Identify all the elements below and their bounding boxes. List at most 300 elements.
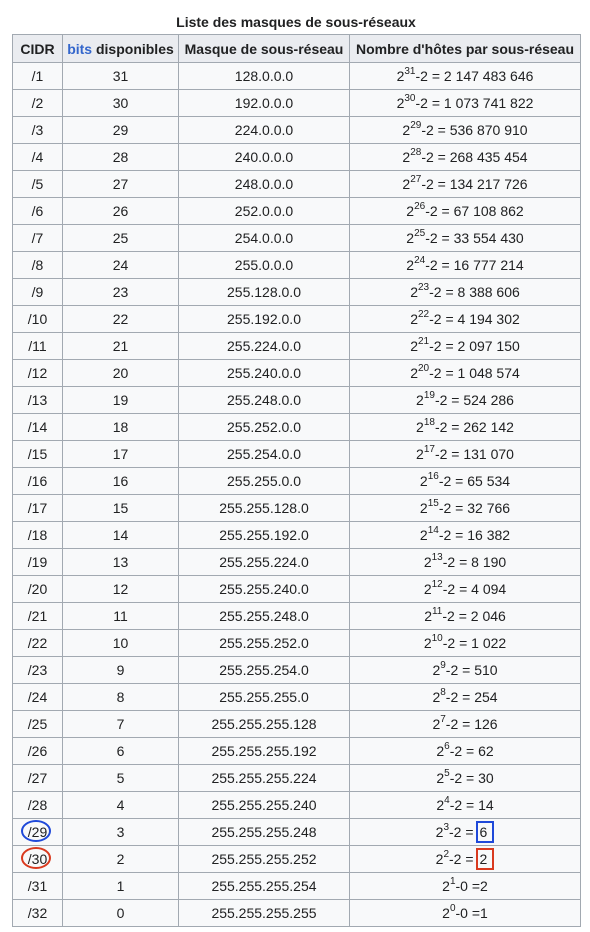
hosts-base: 2 [416, 392, 424, 408]
mask-cell: 255.240.0.0 [179, 360, 350, 387]
subnet-mask-table [12, 34, 581, 927]
hosts-cell [350, 657, 581, 684]
hosts-exponent: 2 [443, 849, 450, 861]
hosts-base: 2 [416, 446, 424, 462]
cidr-cell [13, 873, 63, 900]
bits-cell: 24 [63, 252, 179, 279]
cidr-value: /3 [31, 122, 44, 138]
hosts-base: 2 [423, 554, 432, 570]
cidr-cell [13, 630, 63, 657]
hosts-cell [350, 252, 581, 279]
mask-cell: 128.0.0.0 [179, 63, 350, 90]
mask-cell: 252.0.0.0 [179, 198, 350, 225]
table-row [13, 711, 581, 738]
hosts-formula: -2 = 1 073 741 822 [415, 95, 534, 111]
hosts-exponent: 1 [449, 876, 456, 888]
hosts-cell [350, 144, 581, 171]
hosts-base: 2 [436, 743, 445, 759]
hosts-exponent: 20 [417, 363, 430, 375]
table-row [13, 198, 581, 225]
hosts-formula: -2 = 131 070 [434, 446, 514, 462]
cidr-value: /5 [31, 176, 44, 192]
hosts-base: 2 [402, 122, 411, 138]
cidr-cell [13, 495, 63, 522]
bits-cell: 12 [63, 576, 179, 603]
bits-cell: 6 [63, 738, 179, 765]
table-row [13, 684, 581, 711]
cidr-cell [13, 657, 63, 684]
mask-cell: 255.255.255.252 [179, 846, 350, 873]
table-row [13, 90, 581, 117]
hosts-exponent: 31 [404, 66, 416, 78]
cidr-cell [13, 252, 63, 279]
hosts-exponent: 19 [423, 390, 435, 402]
mask-cell: 255.252.0.0 [179, 414, 350, 441]
header-bits [63, 35, 179, 63]
table-row [13, 414, 581, 441]
hosts-cell [350, 792, 581, 819]
hosts-exponent: 28 [410, 147, 422, 159]
hosts-exponent: 4 [444, 795, 450, 807]
hosts-base: 2 [432, 689, 441, 705]
hosts-cell [350, 684, 581, 711]
hosts-base: 2 [396, 68, 405, 84]
bits-cell: 25 [63, 225, 179, 252]
mask-cell: 255.255.128.0 [179, 495, 350, 522]
hosts-formula: -0 =2 [455, 878, 488, 894]
hosts-cell [350, 873, 581, 900]
cidr-cell [13, 225, 63, 252]
table-row [13, 657, 581, 684]
bits-cell: 23 [63, 279, 179, 306]
hosts-base: 2 [432, 716, 441, 732]
hosts-base: 2 [432, 662, 441, 678]
cidr-cell [13, 63, 63, 90]
hosts-cell [350, 279, 581, 306]
cidr-value: /15 [27, 446, 48, 462]
blue-circle-annotation [21, 820, 51, 842]
table-row [13, 63, 581, 90]
hosts-cell [350, 846, 581, 873]
mask-cell: 255.128.0.0 [179, 279, 350, 306]
cidr-cell [13, 576, 63, 603]
mask-cell: 255.255.254.0 [179, 657, 350, 684]
hosts-base: 2 [402, 176, 411, 192]
hosts-cell [350, 225, 581, 252]
bits-cell: 29 [63, 117, 179, 144]
hosts-cell [350, 441, 581, 468]
cidr-cell [13, 549, 63, 576]
header-row [13, 35, 581, 63]
bits-cell: 26 [63, 198, 179, 225]
cidr-cell [13, 117, 63, 144]
bits-cell: 9 [63, 657, 179, 684]
cidr-cell [13, 387, 63, 414]
mask-cell: 255.255.224.0 [179, 549, 350, 576]
hosts-base: 2 [435, 824, 444, 840]
cidr-value: /16 [27, 473, 48, 489]
hosts-formula: -2 = 65 534 [438, 473, 511, 489]
bits-cell: 11 [63, 603, 179, 630]
hosts-exponent: 26 [414, 201, 426, 213]
cidr-cell [13, 90, 63, 117]
mask-cell: 254.0.0.0 [179, 225, 350, 252]
hosts-exponent: 14 [427, 525, 439, 537]
hosts-base: 2 [424, 608, 432, 624]
hosts-formula: -2 = 126 [445, 716, 498, 732]
bits-cell: 8 [63, 684, 179, 711]
mask-cell: 248.0.0.0 [179, 171, 350, 198]
hosts-base: 2 [402, 149, 411, 165]
cidr-value: /28 [27, 797, 48, 813]
red-circle-annotation [21, 847, 51, 869]
mask-cell: 255.255.252.0 [179, 630, 350, 657]
table-caption: Liste des masques de sous-réseaux [176, 14, 416, 30]
cidr-value: /31 [27, 878, 48, 894]
hosts-exponent: 6 [444, 741, 450, 753]
cidr-cell [13, 198, 63, 225]
hosts-base: 2 [410, 338, 418, 354]
mask-cell: 255.255.255.224 [179, 765, 350, 792]
cidr-cell [13, 279, 63, 306]
table-row [13, 171, 581, 198]
hosts-exponent: 23 [417, 282, 430, 294]
hosts-base: 2 [419, 473, 428, 489]
cidr-value: /6 [31, 203, 44, 219]
hosts-formula: -2 = 4 194 302 [429, 311, 520, 327]
subnet-table-container [12, 10, 580, 927]
hosts-formula: -2 = [449, 851, 474, 867]
table-row [13, 144, 581, 171]
cidr-cell [13, 684, 63, 711]
hosts-exponent: 3 [443, 822, 450, 834]
bits-cell: 15 [63, 495, 179, 522]
hosts-cell [350, 495, 581, 522]
table-row [13, 468, 581, 495]
header-hosts: Nombre d'hôtes par sous-réseau [350, 35, 581, 63]
table-row [13, 360, 581, 387]
bits-cell: 5 [63, 765, 179, 792]
mask-cell: 255.255.192.0 [179, 522, 350, 549]
hosts-formula: -2 = 62 [449, 743, 494, 759]
mask-cell: 255.248.0.0 [179, 387, 350, 414]
hosts-exponent: 12 [431, 579, 443, 591]
cidr-value: /9 [31, 284, 44, 300]
hosts-cell [350, 603, 581, 630]
mask-cell: 255.255.255.254 [179, 873, 350, 900]
hosts-cell [350, 414, 581, 441]
hosts-cell [350, 198, 581, 225]
hosts-exponent: 8 [440, 687, 446, 699]
hosts-formula: -2 = 262 142 [434, 419, 514, 435]
mask-cell: 255.192.0.0 [179, 306, 350, 333]
cidr-cell [13, 333, 63, 360]
cidr-value: /14 [27, 419, 48, 435]
bits-cell: 14 [63, 522, 179, 549]
cidr-cell [13, 765, 63, 792]
table-row [13, 522, 581, 549]
mask-cell: 192.0.0.0 [179, 90, 350, 117]
cidr-value: /7 [31, 230, 44, 246]
bits-cell: 7 [63, 711, 179, 738]
hosts-base: 2 [410, 284, 418, 300]
cidr-cell [13, 468, 63, 495]
table-row [13, 819, 581, 846]
bits-cell: 2 [63, 846, 179, 873]
hosts-cell [350, 387, 581, 414]
mask-cell: 255.255.255.0 [179, 684, 350, 711]
bits-cell: 20 [63, 360, 179, 387]
hosts-base: 2 [406, 230, 415, 246]
cidr-value: /21 [27, 608, 48, 624]
table-row [13, 603, 581, 630]
mask-cell: 255.255.255.248 [179, 819, 350, 846]
hosts-exponent: 11 [431, 606, 443, 618]
cidr-value: /19 [27, 554, 48, 570]
table-row [13, 900, 581, 927]
hosts-formula: -2 = 33 554 430 [425, 230, 524, 246]
hosts-exponent: 9 [440, 660, 446, 672]
hosts-base: 2 [442, 878, 450, 894]
hosts-cell [350, 549, 581, 576]
cidr-value: /22 [27, 635, 48, 651]
hosts-exponent: 25 [414, 228, 426, 240]
table-row [13, 333, 581, 360]
hosts-cell [350, 819, 581, 846]
hosts-cell [350, 765, 581, 792]
bits-cell: 1 [63, 873, 179, 900]
table-row [13, 225, 581, 252]
hosts-base: 2 [410, 311, 418, 327]
hosts-cell [350, 333, 581, 360]
mask-cell: 255.255.255.192 [179, 738, 350, 765]
bits-cell: 27 [63, 171, 179, 198]
hosts-base: 2 [419, 500, 428, 516]
mask-cell: 255.254.0.0 [179, 441, 350, 468]
hosts-formula: -2 = [449, 824, 474, 840]
cidr-value: /18 [27, 527, 48, 543]
mask-cell: 255.255.240.0 [179, 576, 350, 603]
cidr-value: /1 [31, 68, 44, 84]
cidr-cell [13, 711, 63, 738]
header-mask: Masque de sous-réseau [179, 35, 350, 63]
cidr-value: /23 [27, 662, 48, 678]
cidr-value: /12 [27, 365, 48, 381]
cidr-cell [13, 819, 63, 846]
hosts-formula: -2 = 254 [445, 689, 498, 705]
bits-cell: 0 [63, 900, 179, 927]
hosts-exponent: 29 [410, 120, 422, 132]
mask-cell: 255.0.0.0 [179, 252, 350, 279]
table-row [13, 252, 581, 279]
hosts-base: 2 [410, 365, 418, 381]
cidr-cell [13, 792, 63, 819]
cidr-value: /26 [27, 743, 48, 759]
mask-cell: 255.255.248.0 [179, 603, 350, 630]
cidr-cell [13, 441, 63, 468]
hosts-cell [350, 63, 581, 90]
hosts-exponent: 27 [410, 174, 422, 186]
table-row [13, 279, 581, 306]
hosts-exponent: 5 [444, 768, 450, 780]
hosts-formula: -2 = 268 435 454 [421, 149, 528, 165]
cidr-value: /2 [31, 95, 44, 111]
bits-cell: 13 [63, 549, 179, 576]
bits-cell: 17 [63, 441, 179, 468]
cidr-cell [13, 144, 63, 171]
bits-cell: 31 [63, 63, 179, 90]
circled-cidr [28, 824, 47, 840]
cidr-value: /8 [31, 257, 44, 273]
hosts-exponent: 7 [440, 714, 446, 726]
hosts-exponent: 18 [423, 417, 435, 429]
bits-link[interactable]: bits [67, 40, 93, 57]
hosts-formula: -2 = 14 [449, 797, 494, 813]
bits-cell: 18 [63, 414, 179, 441]
hosts-formula: -2 = 8 388 606 [429, 284, 520, 300]
cidr-value: /27 [27, 770, 48, 786]
hosts-formula: -2 = 30 [449, 770, 494, 786]
hosts-formula: -2 = 2 046 [442, 608, 506, 624]
hosts-exponent: 16 [427, 471, 439, 483]
hosts-formula: -2 = 8 190 [442, 554, 507, 570]
table-row [13, 549, 581, 576]
hosts-exponent: 15 [427, 498, 439, 510]
bits-cell: 22 [63, 306, 179, 333]
table-row [13, 630, 581, 657]
hosts-base: 2 [396, 95, 405, 111]
table-row [13, 306, 581, 333]
blue-boxed-result: 6 [476, 821, 495, 843]
table-row [13, 117, 581, 144]
cidr-value: /30 [27, 851, 48, 867]
hosts-exponent: 21 [417, 336, 430, 348]
mask-cell: 255.255.255.128 [179, 711, 350, 738]
table-row [13, 873, 581, 900]
hosts-base: 2 [442, 905, 450, 921]
hosts-formula: -2 = 2 147 483 646 [415, 68, 534, 84]
hosts-base: 2 [435, 851, 444, 867]
hosts-cell [350, 522, 581, 549]
hosts-cell [350, 468, 581, 495]
hosts-exponent: 10 [431, 633, 443, 645]
header-cidr: CIDR [13, 35, 63, 63]
hosts-exponent: 13 [431, 552, 443, 564]
bits-cell: 21 [63, 333, 179, 360]
cidr-cell [13, 846, 63, 873]
red-boxed-result: 2 [476, 848, 495, 870]
cidr-value: /29 [27, 824, 48, 840]
hosts-base: 2 [419, 527, 428, 543]
cidr-cell [13, 414, 63, 441]
cidr-cell [13, 738, 63, 765]
cidr-cell [13, 171, 63, 198]
cidr-value: /17 [27, 500, 48, 516]
hosts-base: 2 [436, 797, 445, 813]
cidr-value: /10 [27, 311, 48, 327]
cidr-value: /24 [27, 689, 48, 705]
table-row [13, 576, 581, 603]
hosts-cell [350, 711, 581, 738]
cidr-value: /13 [27, 392, 48, 408]
bits-cell: 16 [63, 468, 179, 495]
cidr-value: /25 [27, 716, 48, 732]
table-row [13, 441, 581, 468]
cidr-value: /20 [27, 581, 48, 597]
table-row [13, 495, 581, 522]
cidr-value: /4 [31, 149, 44, 165]
hosts-base: 2 [436, 770, 445, 786]
hosts-exponent: 17 [423, 444, 435, 456]
cidr-cell [13, 900, 63, 927]
hosts-formula: -0 =1 [455, 905, 488, 921]
hosts-formula: -2 = 2 097 150 [429, 338, 520, 354]
hosts-exponent: 22 [417, 309, 430, 321]
table-row [13, 738, 581, 765]
mask-cell: 255.224.0.0 [179, 333, 350, 360]
hosts-exponent: 24 [414, 255, 426, 267]
hosts-formula: -2 = 4 094 [442, 581, 507, 597]
hosts-cell [350, 630, 581, 657]
mask-cell: 240.0.0.0 [179, 144, 350, 171]
hosts-formula: -2 = 16 777 214 [425, 257, 524, 273]
bits-cell: 19 [63, 387, 179, 414]
mask-cell: 255.255.255.240 [179, 792, 350, 819]
mask-cell: 255.255.255.255 [179, 900, 350, 927]
circled-cidr [28, 851, 47, 867]
cidr-value: /32 [27, 905, 48, 921]
table-row [13, 387, 581, 414]
hosts-formula: -2 = 67 108 862 [425, 203, 524, 219]
hosts-formula: -2 = 524 286 [434, 392, 514, 408]
hosts-formula: -2 = 1 022 [442, 635, 507, 651]
bits-cell: 3 [63, 819, 179, 846]
bits-cell: 28 [63, 144, 179, 171]
hosts-base: 2 [416, 419, 424, 435]
hosts-base: 2 [423, 635, 432, 651]
table-row [13, 792, 581, 819]
hosts-base: 2 [406, 257, 415, 273]
hosts-base: 2 [406, 203, 415, 219]
hosts-cell [350, 738, 581, 765]
bits-cell: 4 [63, 792, 179, 819]
hosts-formula: -2 = 1 048 574 [429, 365, 520, 381]
hosts-base: 2 [423, 581, 432, 597]
mask-cell: 224.0.0.0 [179, 117, 350, 144]
bits-cell: 30 [63, 90, 179, 117]
hosts-cell [350, 360, 581, 387]
mask-cell: 255.255.0.0 [179, 468, 350, 495]
cidr-value: /11 [28, 338, 47, 354]
hosts-cell [350, 306, 581, 333]
hosts-formula: -2 = 16 382 [438, 527, 511, 543]
bits-cell: 10 [63, 630, 179, 657]
table-row [13, 846, 581, 873]
hosts-formula: -2 = 32 766 [438, 500, 511, 516]
hosts-cell [350, 90, 581, 117]
cidr-cell [13, 360, 63, 387]
hosts-exponent: 0 [449, 903, 456, 915]
hosts-formula: -2 = 134 217 726 [421, 176, 528, 192]
cidr-cell [13, 603, 63, 630]
bits-header-text: disponibles [92, 40, 174, 57]
table-body [13, 63, 581, 927]
hosts-cell [350, 171, 581, 198]
hosts-cell [350, 576, 581, 603]
cidr-cell [13, 522, 63, 549]
hosts-formula: -2 = 510 [445, 662, 498, 678]
hosts-exponent: 30 [404, 93, 416, 105]
